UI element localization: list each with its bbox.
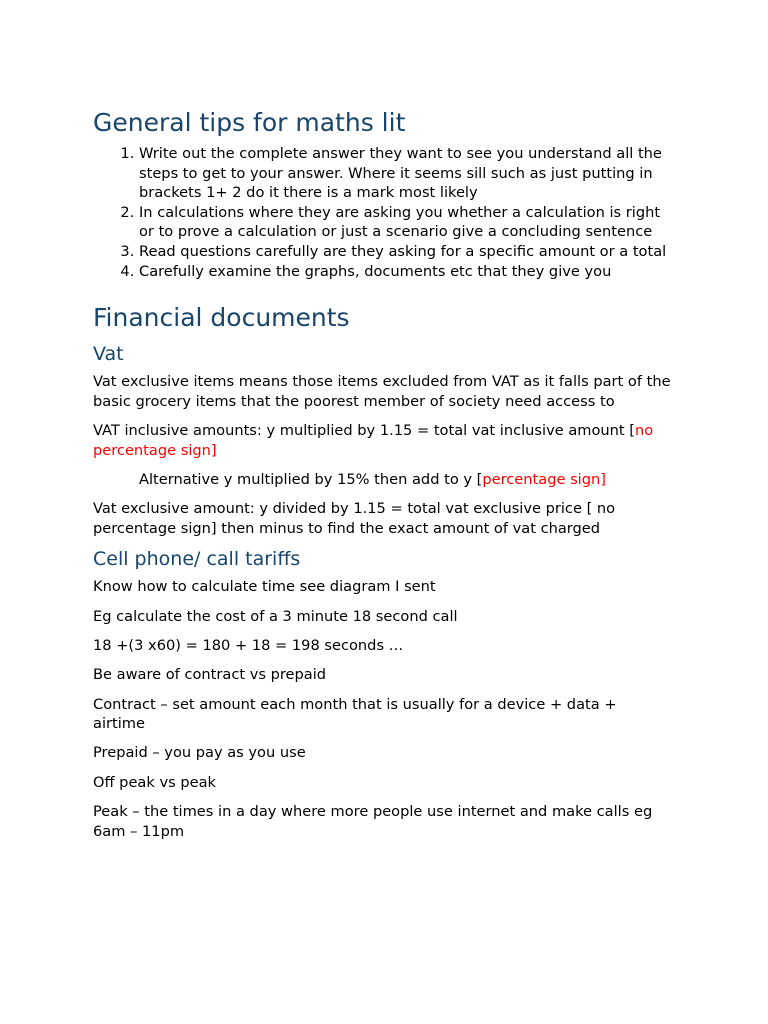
tips-list: [93, 144, 673, 281]
cell-line: 18 +(3 x60) = 180 + 18 = 198 seconds …: [93, 636, 404, 654]
tips-heading: General tips for maths lit: [93, 108, 406, 137]
vat-alternative-text: Alternative y multiplied by 15% then add to y [: [139, 470, 483, 488]
vat-alternative-line: [93, 470, 673, 490]
document-page: [93, 106, 673, 841]
cell-line: Eg calculate the cost of a 3 minute 18 second call: [93, 607, 458, 625]
cell-line: Prepaid – you pay as you use: [93, 744, 306, 762]
tip-item: 2. In calculations where they are asking you whether a calculation is right or to prove a calculation or just a scenario give a concluding sentence: [139, 203, 673, 242]
vat-exclusive-amount: Vat exclusive amount: y divided by 1.15 = total vat exclusive price [ no percentage sign] then minus to find the exact amount of vat charged: [93, 500, 616, 537]
cell-line: Know how to calculate time see diagram I sent: [93, 578, 436, 596]
cell-heading: Cell phone/ call tariffs: [93, 548, 301, 571]
cell-line: Be aware of contract vs prepaid: [93, 666, 327, 684]
vat-alternative-note: percentage sign]: [482, 470, 606, 488]
cell-line: Off peak vs peak: [93, 773, 216, 791]
tip-item: 3. Read questions carefully are they asking for a specific amount or a total: [139, 242, 673, 262]
vat-inclusive-line: [93, 421, 673, 460]
cell-line: Contract – set amount each month that is usually for a device + data + airtime: [93, 695, 617, 733]
tip-item: 1. Write out the complete answer they want to see you understand all the steps to get to your answer. Where it seems sill such as just putting in brackets 1+ 2 do it there is a mark most likely: [139, 144, 673, 203]
vat-inclusive-note: no percentage sign]: [93, 422, 654, 459]
tip-item: 4. Carefully examine the graphs, documents etc that they give you: [139, 262, 673, 282]
financial-heading: Financial documents: [93, 303, 350, 333]
cell-line: Peak – the times in a day where more people use internet and make calls eg 6am – 11pm: [93, 802, 653, 840]
vat-exclusive-items: Vat exclusive items means those items excluded from VAT as it falls part of the basic grocery items that the poorest member of society need access to: [93, 373, 671, 410]
vat-heading: Vat: [93, 343, 124, 366]
vat-inclusive-text: VAT inclusive amounts: y multiplied by 1.15 = total vat inclusive amount [: [93, 422, 635, 440]
